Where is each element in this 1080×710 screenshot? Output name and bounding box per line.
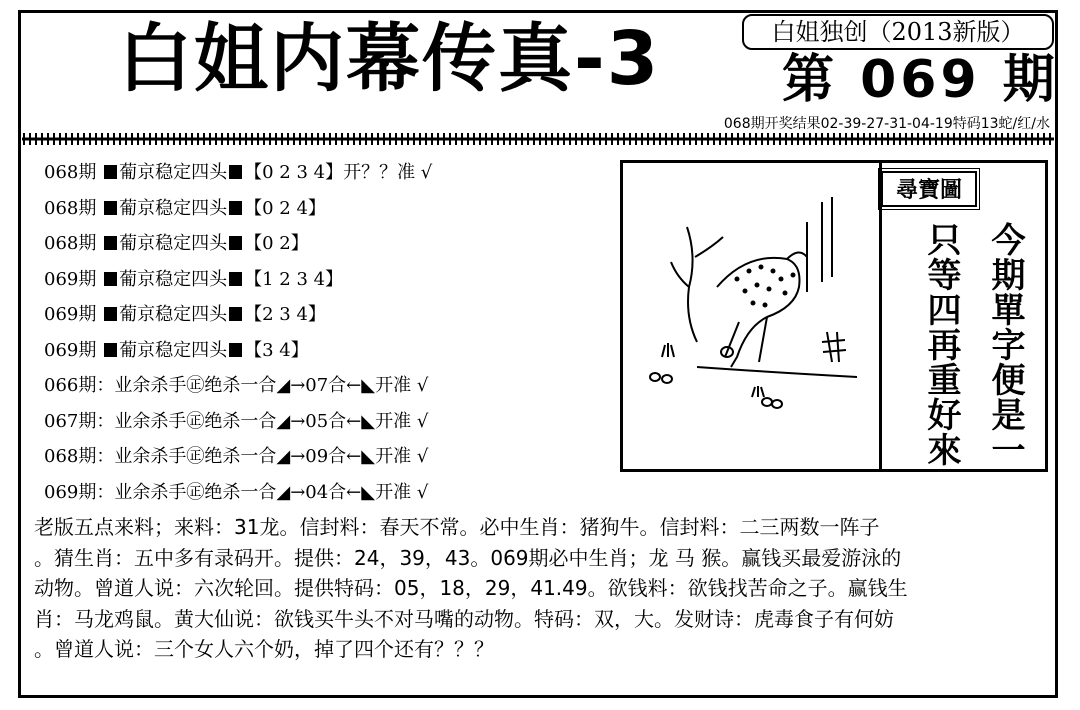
edition-badge: 白姐独创（2013新版）	[742, 14, 1054, 50]
kill-row: 066期：业余杀手㊣绝杀一合◢→07合←◣开准 √	[44, 375, 429, 396]
paragraph-line: 动物。曾道人说：六次轮回。提供特码：05，18，29，41.49。欲钱料：欲钱找苦命之子。赢钱生	[34, 576, 908, 600]
predictions-paragraph	[34, 512, 1044, 665]
leopard-illustration	[627, 167, 877, 467]
tip-row	[44, 297, 604, 333]
tip-label: 葡京稳定四头	[119, 268, 228, 290]
poem-column-2: 只等四再重好來	[921, 221, 961, 467]
poem-column-1: 今期單字便是一	[985, 221, 1025, 467]
tip-value: 【1 2 3 4】	[244, 268, 344, 290]
tip-row	[44, 155, 604, 191]
kill-row: 067期：业余杀手㊣绝杀一合◢→05合←◣开准 √	[44, 410, 429, 432]
tip-issue: 068期	[44, 162, 97, 183]
issue-number: 第 069 期	[782, 50, 1059, 110]
block-icon	[104, 236, 117, 250]
tip-label: 葡京稳定四头	[119, 304, 228, 325]
block-icon	[229, 307, 242, 321]
tip-issue: 068期	[44, 197, 97, 219]
block-icon	[104, 272, 117, 286]
tip-label: 葡京稳定四头	[119, 197, 228, 219]
block-icon	[229, 343, 242, 357]
tip-value: 【0 2】	[244, 233, 309, 254]
tip-row	[44, 191, 604, 227]
paragraph-line: 。猜生肖：五中多有录码开。提供：24，39，43。069期必中生肖；龙 马 猴。赢钱买最爱游泳的	[34, 545, 902, 570]
kill-row: 069期：业余杀手㊣绝杀一合◢→04合←◣开准 √	[44, 481, 429, 503]
tip-row	[44, 333, 604, 369]
block-icon	[104, 165, 117, 179]
tip-label: 葡京稳定四头	[119, 233, 228, 254]
block-icon	[104, 201, 117, 215]
previous-result: 068期开奖结果02-39-27-31-04-19特码13蛇/红/水	[723, 116, 1050, 132]
panel-divider	[879, 163, 882, 469]
tip-issue: 068期	[44, 233, 97, 254]
block-icon	[229, 201, 242, 215]
block-icon	[229, 165, 242, 179]
tip-issue: 069期	[44, 339, 97, 361]
treasure-map-panel	[620, 160, 1048, 472]
tip-label: 葡京稳定四头	[119, 339, 228, 361]
tips-list	[44, 155, 604, 510]
decorative-ruler	[22, 132, 1054, 146]
page-title: 白姐内幕传真-3	[118, 16, 661, 102]
tip-value: 【0 2 4】	[244, 197, 326, 219]
tip-label: 葡京稳定四头	[119, 162, 228, 183]
block-icon	[229, 236, 242, 250]
tip-value: 【2 3 4】	[244, 304, 326, 325]
tip-row	[44, 226, 604, 262]
block-icon	[229, 272, 242, 286]
treasure-map-badge: 尋寶圖	[881, 171, 977, 207]
kill-row: 068期：业余杀手㊣绝杀一合◢→09合←◣开准 √	[44, 446, 429, 467]
paragraph-line: 。曾道人说：三个女人六个奶，掉了四个还有？？？	[34, 637, 494, 661]
tip-issue: 069期	[44, 268, 97, 290]
paragraph-line: 肖：马龙鸡鼠。黄大仙说：欲钱买牛头不对马嘴的动物。特码：双，大。发财诗：虎毒食子有何妨	[34, 606, 894, 631]
tip-value: 【0 2 3 4】开？？准 √	[244, 162, 433, 183]
tip-row	[44, 262, 604, 298]
block-icon	[104, 307, 117, 321]
paragraph-line: 老版五点来料；来料：31龙。信封料：春天不常。必中生肖：猪狗牛。信封料：二三两数一阵子	[34, 515, 880, 539]
block-icon	[104, 343, 117, 357]
tip-value: 【3 4】	[244, 339, 309, 361]
tip-issue: 069期	[44, 304, 97, 325]
